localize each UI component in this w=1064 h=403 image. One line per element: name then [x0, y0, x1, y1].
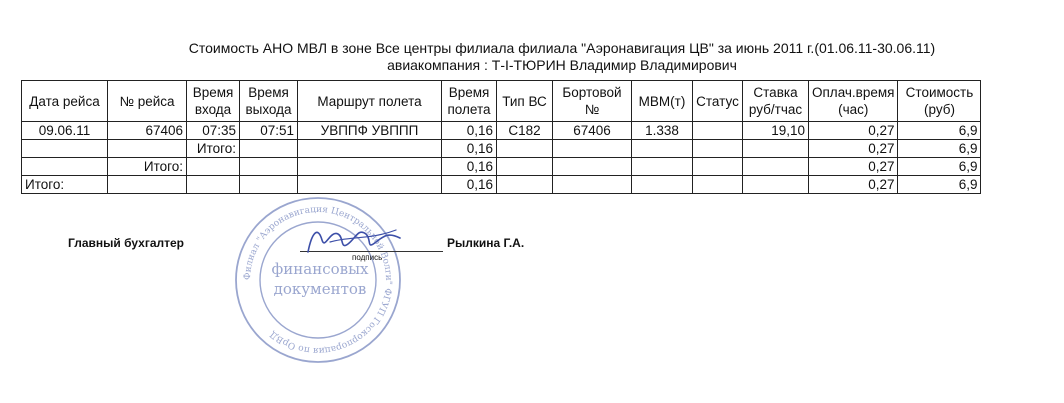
column-header: МВМ(т) [632, 81, 693, 122]
table-cell [553, 140, 632, 158]
table-cell [240, 158, 298, 176]
table-cell: Итого: [22, 176, 108, 194]
table-cell: 0,27 [809, 176, 898, 194]
table-cell: 67406 [553, 122, 632, 140]
table-cell [743, 158, 809, 176]
table-cell [22, 158, 108, 176]
table-cell [632, 176, 693, 194]
table-cell [187, 158, 240, 176]
table-cell [553, 158, 632, 176]
column-header: № рейса [108, 81, 187, 122]
handwritten-signature [300, 222, 410, 258]
table-row [22, 140, 981, 158]
table-cell: Итого: [187, 140, 240, 158]
table-cell [693, 140, 743, 158]
table-cell: 6,9 [898, 122, 981, 140]
table-cell [497, 140, 553, 158]
signatory-name: Рылкина Г.А. [447, 236, 525, 250]
table-cell: 6,9 [898, 176, 981, 194]
table-row [22, 122, 981, 140]
chief-accountant-label: Главный бухгалтер [68, 236, 185, 250]
table-cell [693, 158, 743, 176]
table-cell: С182 [497, 122, 553, 140]
column-header: Маршрут полета [298, 81, 442, 122]
column-header: Время входа [187, 81, 240, 122]
table-cell: 6,9 [898, 140, 981, 158]
table-cell: 0,27 [809, 122, 898, 140]
column-header: Оплач.время (час) [809, 81, 898, 122]
report-title-line2: авиакомпания : Т-І-ТЮРИН Владимир Владимирович [387, 57, 737, 73]
table-cell [108, 140, 187, 158]
table-cell [632, 158, 693, 176]
stamp-ring-text: Филиал "Аэронавигация Центральной Волги" ФГУП Госкорпорация по ОрВД [242, 204, 394, 356]
table-cell [22, 140, 108, 158]
table-row [22, 176, 981, 194]
signature-caption: подпись [352, 253, 383, 262]
stamp-center-text-1: финансовых [271, 260, 369, 278]
table-cell: 6,9 [898, 158, 981, 176]
table-cell [240, 176, 298, 194]
stamp-center-text-2: документов [273, 280, 367, 298]
table-cell [632, 140, 693, 158]
column-header: Бортовой № [553, 81, 632, 122]
table-cell: 19,10 [743, 122, 809, 140]
column-header: Дата рейса [22, 81, 108, 122]
table-cell: УВППФ УВППП [298, 122, 442, 140]
column-header: Тип ВС [497, 81, 553, 122]
table-cell: 67406 [108, 122, 187, 140]
table-cell [497, 176, 553, 194]
report-title [0, 40, 1064, 74]
table-header-row [22, 81, 981, 122]
column-header: Время полета [442, 81, 497, 122]
table-cell: 0,16 [442, 140, 497, 158]
table-cell [108, 176, 187, 194]
table-cell: 0,16 [442, 176, 497, 194]
table-cell [298, 158, 442, 176]
table-cell [743, 140, 809, 158]
table-cell [693, 122, 743, 140]
table-cell: 1.338 [632, 122, 693, 140]
table-cell [553, 176, 632, 194]
column-header: Стоимость (руб) [898, 81, 981, 122]
column-header: Время выхода [240, 81, 298, 122]
table-cell: 07:35 [187, 122, 240, 140]
table-cell: Итого: [108, 158, 187, 176]
report-title-line1: Стоимость АНО МВЛ в зоне Все центры филиала филиала "Аэронавигация ЦВ" за июнь 2011 г.(01.06.11-30.06.11) [188, 40, 936, 56]
table-cell [240, 140, 298, 158]
column-header: Статус [693, 81, 743, 122]
table-cell [298, 140, 442, 158]
table-cell: 0,16 [442, 158, 497, 176]
table-cell [187, 176, 240, 194]
table-cell [693, 176, 743, 194]
table-cell: 0,27 [809, 158, 898, 176]
table-cell: 07:51 [240, 122, 298, 140]
table-cell: 0,16 [442, 122, 497, 140]
table-cell [743, 176, 809, 194]
table-cell: 09.06.11 [22, 122, 108, 140]
table-cell [497, 158, 553, 176]
table-cell: 0,27 [809, 140, 898, 158]
charges-table [21, 80, 981, 194]
table-cell [298, 176, 442, 194]
column-header: Ставка руб/тчас [743, 81, 809, 122]
table-row [22, 158, 981, 176]
